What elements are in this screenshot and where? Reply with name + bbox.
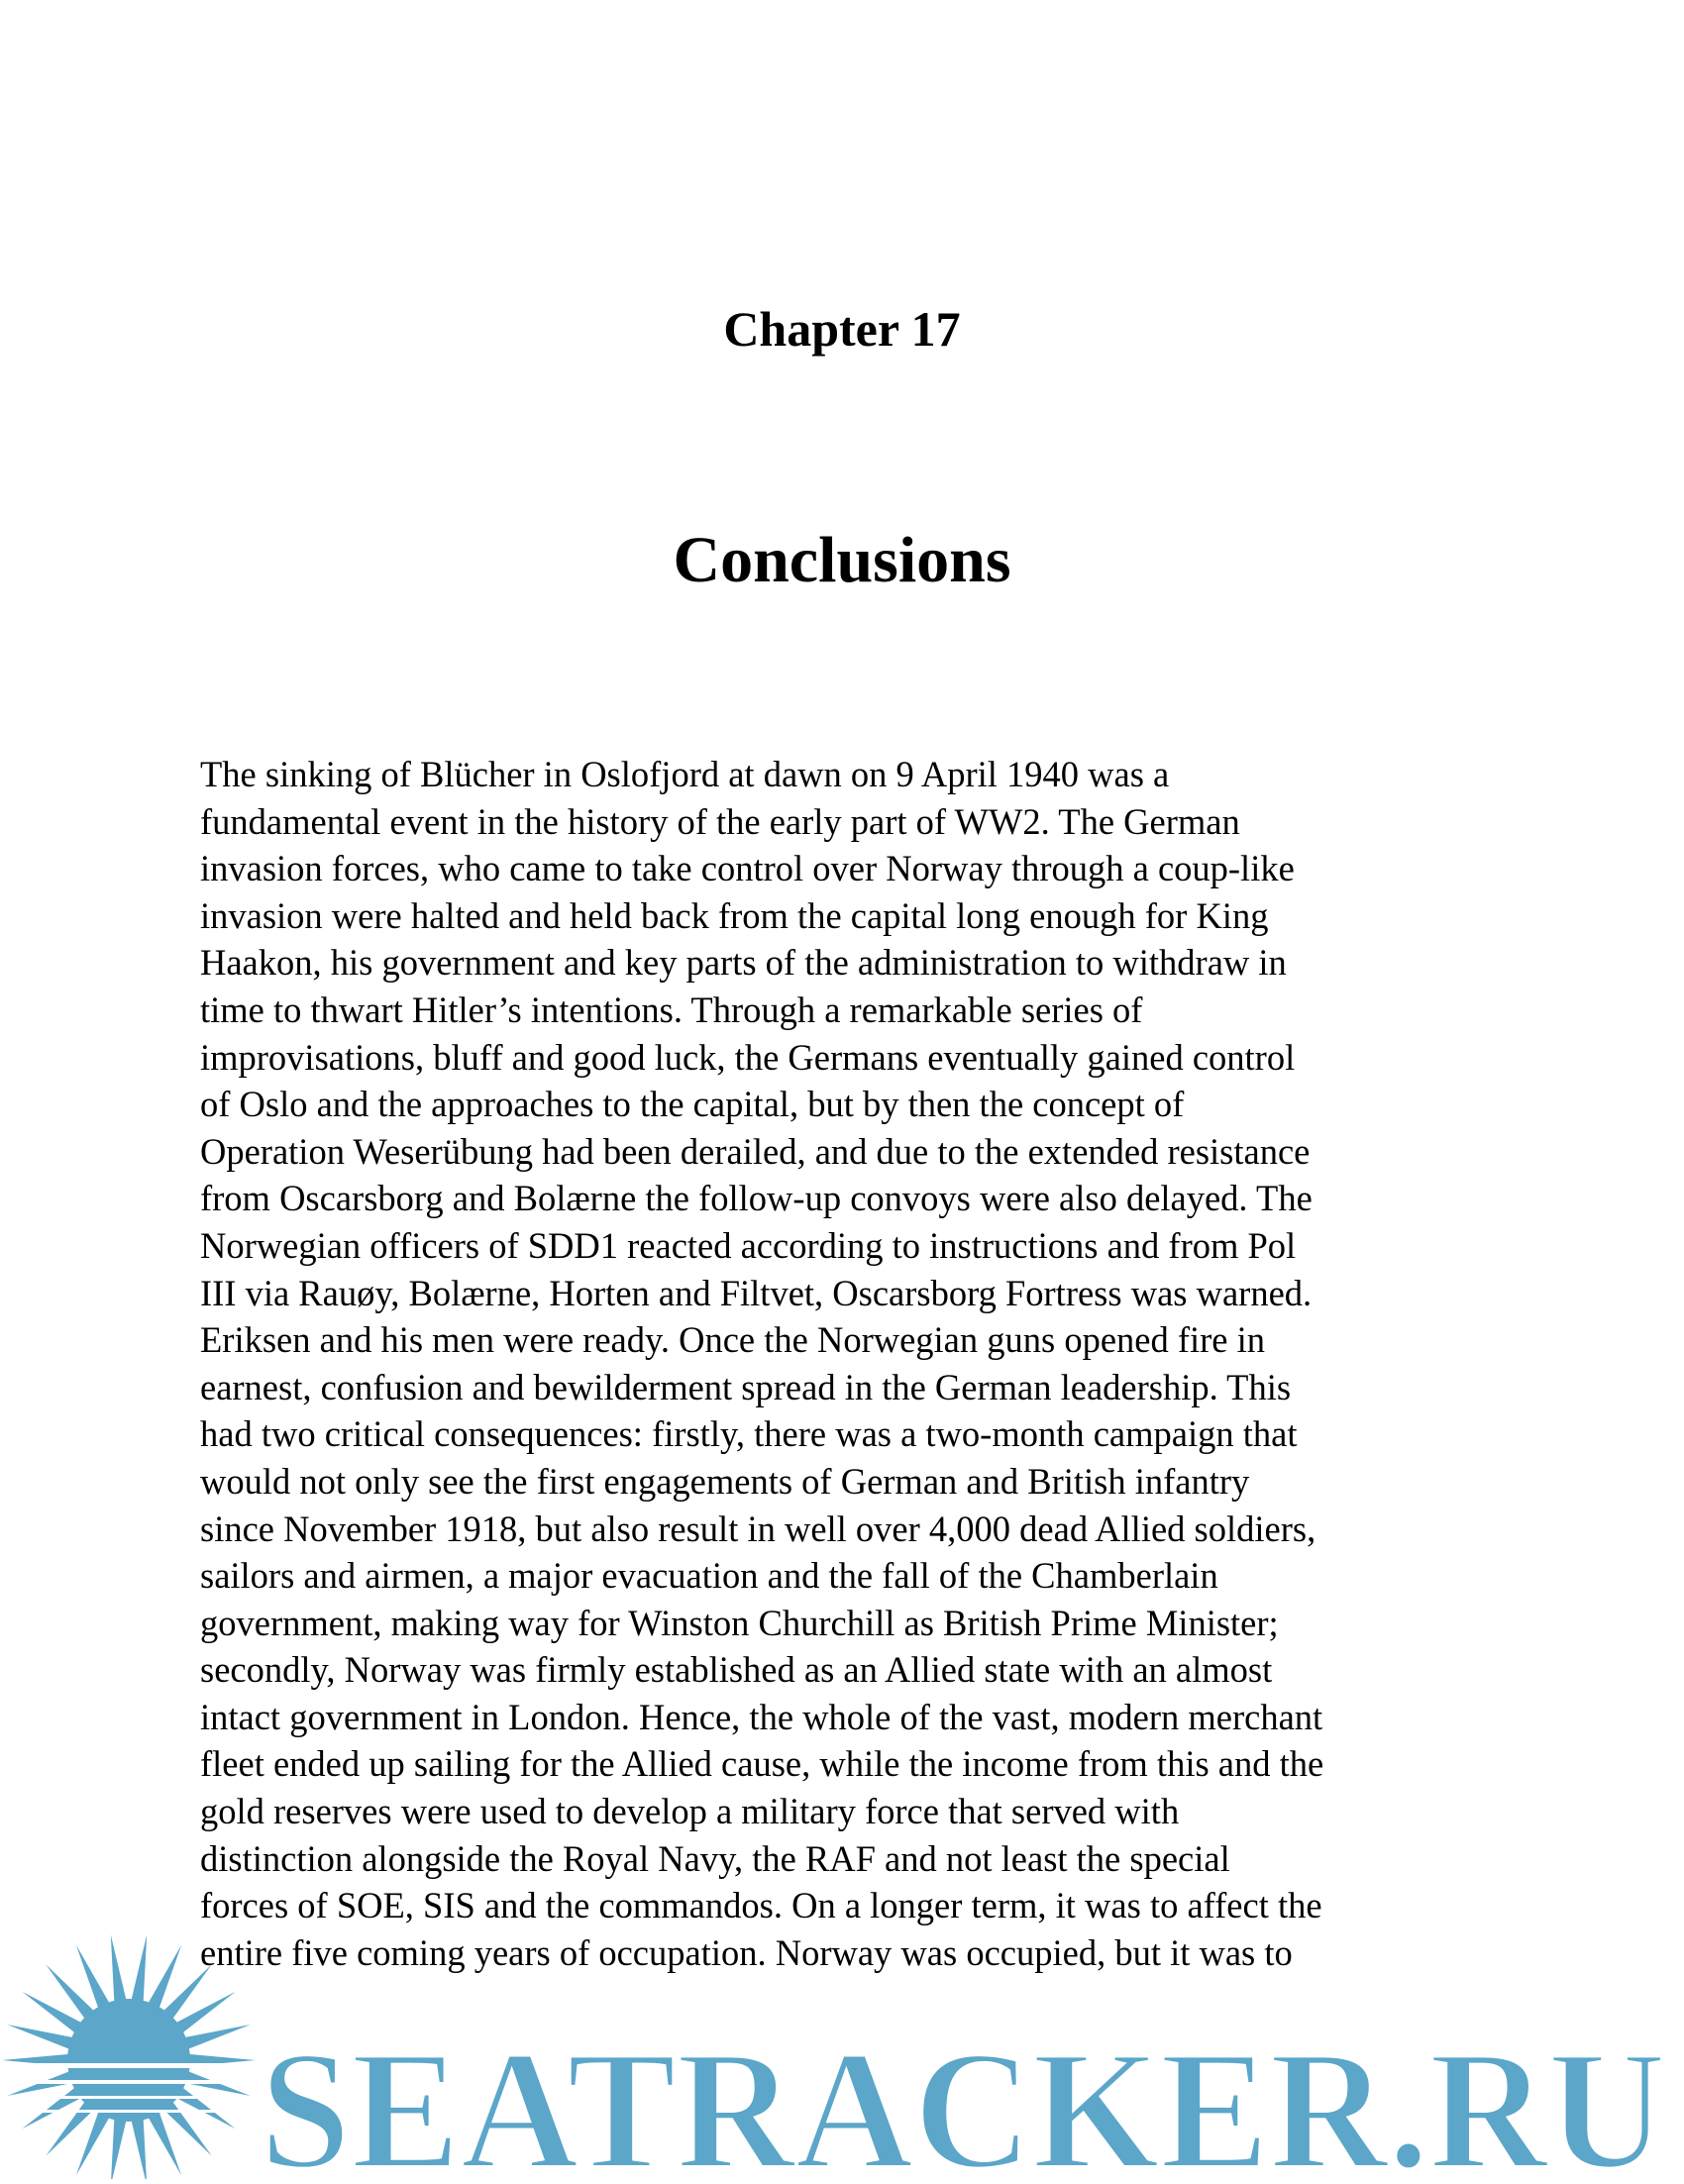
sun-rays-icon	[2, 1934, 256, 2179]
sun-ray	[111, 2116, 127, 2179]
sun-ray	[131, 1934, 147, 2005]
body-line: distinction alongside the Royal Navy, the RAF and not least the special	[200, 1837, 1230, 1879]
watermark-logo	[0, 1892, 1684, 2179]
body-line: intact government in London. Hence, the whole of the vast, modern merchant	[200, 1696, 1323, 1737]
body-line: entire five coming years of occupation. Norway was occupied, but it was to	[200, 1931, 1293, 1973]
body-line: government, making way for Winston Churchill as British Prime Minister;	[200, 1602, 1279, 1643]
body-line: earnest, confusion and bewilderment spread in the German leadership. This	[200, 1366, 1292, 1407]
seatracker-watermark	[0, 1892, 1684, 2179]
body-line: of Oslo and the approaches to the capital, but by then the concept of	[200, 1084, 1185, 1125]
body-line: had two critical consequences: firstly, there was a two-month campaign that	[200, 1413, 1298, 1455]
body-line: Operation Weserübung had been derailed, and due to the extended resistance	[200, 1130, 1311, 1172]
body-line: Eriksen and his men were ready. Once the Norwegian guns opened fire in	[200, 1319, 1266, 1361]
body-line: fundamental event in the history of the early part of WW2. The German	[200, 800, 1240, 842]
body-line: from Oscarsborg and Bolærne the follow-up convoys were also delayed. The	[200, 1178, 1313, 1219]
sun-ray	[7, 2025, 75, 2050]
sun-ray	[131, 2116, 147, 2179]
chapter-title: Conclusions	[673, 524, 1011, 596]
body-line: Norwegian officers of SDD1 reacted according to instructions and from Pol	[200, 1224, 1297, 1266]
body-line: fleet ended up sailing for the Allied cause, while the income from this and the	[200, 1743, 1324, 1785]
body-line: The sinking of Blücher in Oslofjord at dawn on 9 April 1940 was a	[200, 754, 1170, 794]
body-line: gold reserves were used to develop a military force that served with	[200, 1791, 1180, 1832]
body-paragraph	[200, 751, 1508, 1976]
chapter-label: Chapter 17	[723, 301, 961, 357]
body-line: secondly, Norway was firmly established as an Allied state with an almost	[200, 1649, 1273, 1691]
body-line: III via Rauøy, Bolærne, Horten and Filtvet, Oscarsborg Fortress was warned.	[200, 1272, 1313, 1313]
sun-ray	[182, 2025, 251, 2050]
body-line: time to thwart Hitler’s intentions. Through a remarkable series of	[200, 988, 1143, 1030]
body-line: improvisations, bluff and good luck, the Germans eventually gained control	[200, 1036, 1296, 1078]
sun-ray	[111, 1934, 127, 2005]
body-line: sailors and airmen, a major evacuation and the fall of the Chamberlain	[200, 1555, 1218, 1597]
body-line: would not only see the first engagements of German and British infantry	[200, 1460, 1250, 1502]
body-line: forces of SOE, SIS and the commandos. On a longer term, it was to affect the	[200, 1885, 1322, 1926]
body-line: invasion were halted and held back from the capital long enough for King	[200, 894, 1269, 936]
body-line: Haakon, his government and key parts of the administration to withdraw in	[200, 942, 1287, 984]
body-line: since November 1918, but also result in well over 4,000 dead Allied soldiers,	[200, 1508, 1316, 1549]
body-line: invasion forces, who came to take control over Norway through a coup-like	[200, 848, 1295, 889]
watermark-text: SEATRACKER.RU	[260, 2017, 1666, 2179]
